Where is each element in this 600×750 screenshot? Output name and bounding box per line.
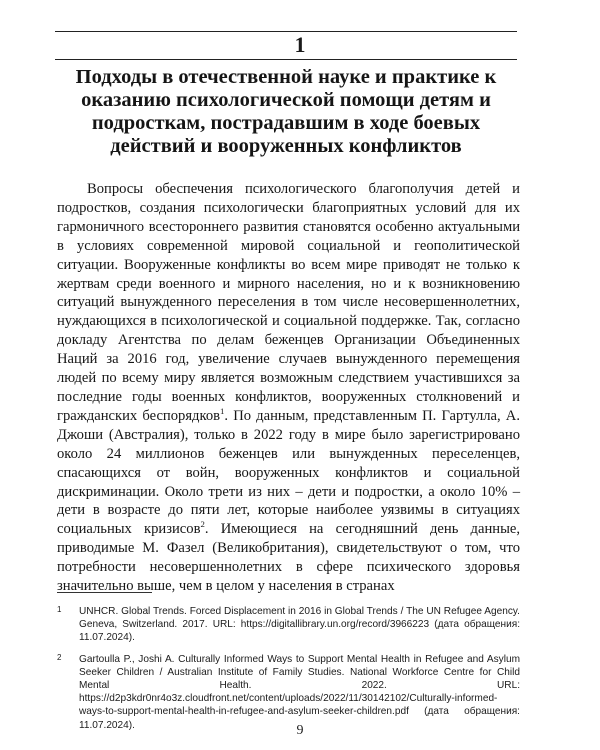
footnote-ref-1[interactable]: 1 bbox=[220, 406, 225, 417]
chapter-number: 1 bbox=[294, 32, 306, 57]
footnote-text: UNHCR. Global Trends. Forced Displacement in 2016 in Global Trends / The UN Refugee Agency. Geneva, Switzerland. 2017. URL: https://digitallibrary.un.org/record/3966223 (дата обращения: 11.07.2024). bbox=[79, 606, 520, 644]
chapter-title: Подходы в отечественной науке и практике к оказанию психологической помощи детям и подросткам, пострадавшим в ходе боевых действий и вооруженных конфликтов bbox=[75, 66, 497, 157]
footnote-ref-2[interactable]: 2 bbox=[200, 519, 205, 530]
footnote-mark: 2 bbox=[57, 652, 62, 662]
footnote-1 bbox=[57, 605, 520, 645]
body-text-part-2: . По данным, представленным П. Гартулла, А. Джоши (Австралия), только в 2022 году в мире было зарегистрировано около 24 миллионов беженцев или вынужденных переселенцев, спасающихся от войн, вооруженных конфликтов и социальной дискриминации. Около трети из них – дети и подростки, а около 10% – дети в возрасте до пяти лет, которые наиболее уязвимы в ситуациях социальных кризисов bbox=[57, 407, 520, 538]
footnote-divider bbox=[57, 592, 152, 593]
footnote-text: Gartoulla P., Joshi A. Culturally Informed Ways to Support Mental Health in Refugee and Asylum Seeker Children / Australian Institute of Family Studies. National Workforce Centre for Child Mental Health. 2022. URL: https://d2p3kdr0nr4o3z.cloudfront.net/content/uploads/2022/11/30142102/Culturally-informed-ways-to-support-mental-health-in-refugee-and-asylum-seeker-children.pdf (дата обращения: 11.07.2024). bbox=[79, 653, 520, 731]
footnote-mark: 1 bbox=[57, 605, 62, 614]
footnote-2 bbox=[57, 653, 520, 732]
chapter-rule bbox=[55, 59, 517, 60]
top-rule bbox=[55, 31, 517, 32]
page-number: 9 bbox=[296, 723, 304, 738]
footnotes bbox=[57, 605, 520, 740]
body-paragraph bbox=[57, 180, 520, 596]
body-text bbox=[57, 180, 520, 596]
body-text-part-1: Вопросы обеспечения психологического благополучия детей и подростков, создания психологически благоприятных условий для их гармоничного всестороннего развития становятся особенно актуальными в условиях современной мировой социальной и геополитической ситуации. Вооруженные конфликты во всем мире приводят не только к жертвам среди военного и мирного населения, но и к возникновению ситуаций вынужденного переселения в том числе несовершеннолетних, нуждающихся в психологической и социальной поддержке. Так, согласно докладу Агентства по делам беженцев Организации Объединенных Наций за 2016 год, увеличение случаев вынужденного перемещения людей по всему миру является возможным следствием участившихся за последние годы военных конфликтов, вооруженных столкновений и гражданских беспорядков bbox=[57, 181, 520, 424]
body-text-part-3: . Имеющиеся на сегодняшний день данные, приводимые М. Фазел (Великобритания), свидетельствуют о том, что потребности несовершеннолетних в сфере психического здоровья значительно выше, чем в целом у населения в странах bbox=[57, 521, 521, 595]
